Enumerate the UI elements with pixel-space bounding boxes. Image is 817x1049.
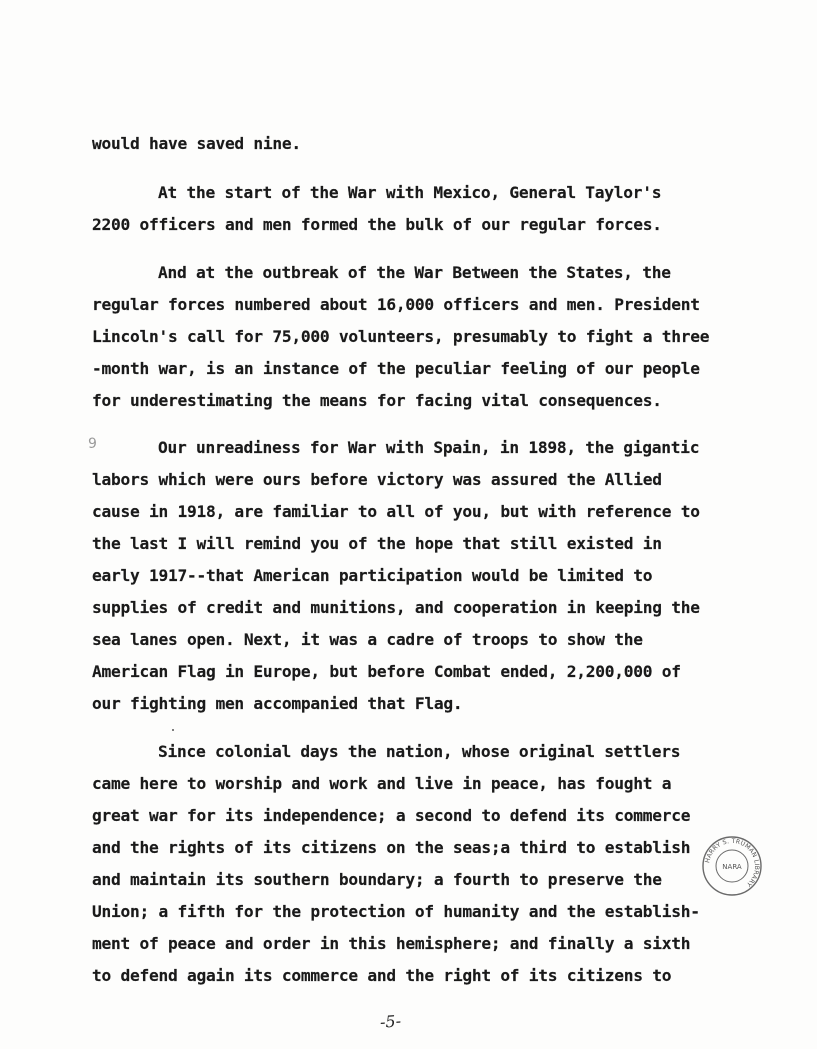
text-line: sea lanes open. Next, it was a cadre of troops to show the — [92, 630, 643, 649]
stamp-center-text: NARA — [722, 863, 742, 871]
text-line: And at the outbreak of the War Between the States, the — [158, 263, 671, 282]
text-line: the last I will remind you of the hope that still existed in — [92, 534, 662, 553]
text-line: Union; a fifth for the protection of humanity and the establish- — [92, 902, 700, 921]
text-line: for underestimating the means for facing vital consequences. — [92, 391, 662, 410]
text-line: 2200 officers and men formed the bulk of our regular forces. — [92, 215, 662, 234]
stray-mark — [172, 729, 174, 731]
page-number: -5- — [379, 1011, 402, 1032]
text-line: to defend again its commerce and the right of its citizens to — [92, 966, 672, 985]
text-line: Lincoln's call for 75,000 volunteers, presumably to fight a three — [92, 327, 710, 346]
text-line: Since colonial days the nation, whose original settlers — [158, 742, 681, 761]
text-line: early 1917--that American participation would be limited to — [92, 566, 653, 585]
margin-annotation: 9 — [88, 436, 97, 452]
text-line: At the start of the War with Mexico, General Taylor's — [158, 183, 662, 202]
library-stamp-icon — [700, 834, 764, 898]
text-line: and the rights of its citizens on the seas;a third to establish — [92, 838, 691, 857]
text-line: Our unreadiness for War with Spain, in 1898, the gigantic — [158, 438, 700, 457]
text-line: labors which were ours before victory was assured the Allied — [92, 470, 662, 489]
text-line: and maintain its southern boundary; a fourth to preserve the — [92, 870, 662, 889]
text-line: supplies of credit and munitions, and cooperation in keeping the — [92, 598, 700, 617]
text-line: -month war, is an instance of the peculiar feeling of our people — [92, 359, 700, 378]
text-line: our fighting men accompanied that Flag. — [92, 694, 463, 713]
stamp-ring-text: HARRY S. TRUMAN LIBRARY — [704, 837, 761, 888]
text-line: great war for its independence; a second to defend its commerce — [92, 806, 691, 825]
text-line: ment of peace and order in this hemisphere; and finally a sixth — [92, 934, 691, 953]
text-line: came here to worship and work and live in peace, has fought a — [92, 774, 672, 793]
text-line: American Flag in Europe, but before Combat ended, 2,200,000 of — [92, 662, 681, 681]
text-line: would have saved nine. — [92, 134, 301, 153]
text-line: cause in 1918, are familiar to all of you, but with reference to — [92, 502, 700, 521]
text-line: regular forces numbered about 16,000 officers and men. President — [92, 295, 700, 314]
